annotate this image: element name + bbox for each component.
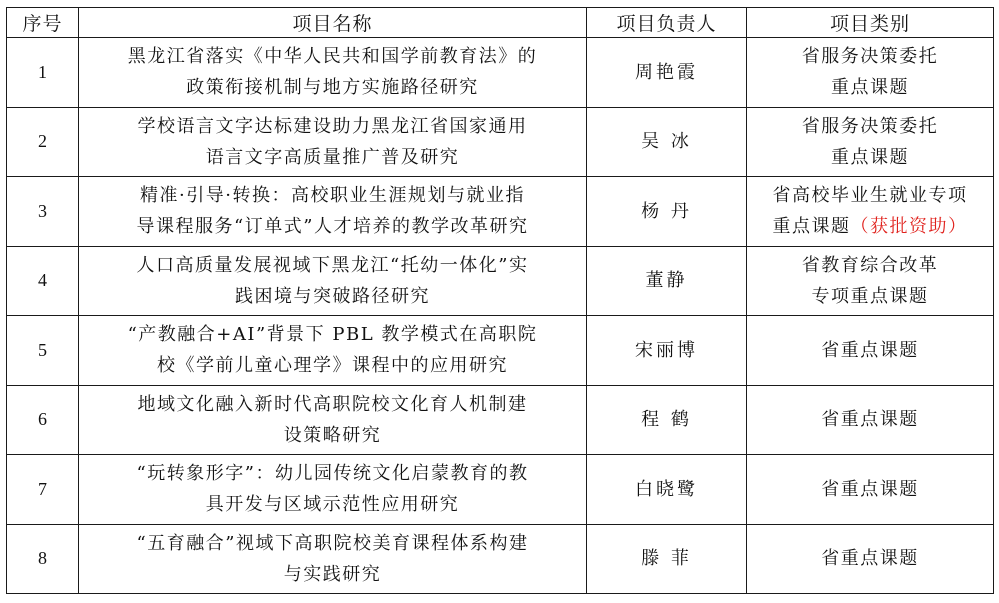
category-line: 重点课题 (831, 146, 909, 168)
row-number: 3 (7, 177, 79, 247)
project-name-line: 学校语言文字达标建设助力黑龙江省国家通用 (137, 115, 528, 137)
category-line: 省高校毕业生就业专项 (772, 185, 968, 207)
project-owner: 滕 菲 (587, 524, 747, 594)
row-number: 5 (7, 316, 79, 386)
project-name (79, 107, 587, 177)
header-category: 项目类别 (747, 8, 994, 38)
header-no: 序号 (7, 8, 79, 38)
category-line: 省重点课题 (821, 339, 919, 361)
project-name (79, 385, 587, 455)
row-number: 8 (7, 524, 79, 594)
table-row (7, 524, 994, 594)
project-owner: 白晓鹭 (587, 455, 747, 525)
project-name (79, 455, 587, 525)
header-row (7, 8, 994, 38)
project-name-line: 具开发与区域示范性应用研究 (205, 494, 460, 516)
header-name: 项目名称 (79, 8, 587, 38)
table-row (7, 316, 994, 386)
category-line: 省重点课题 (821, 478, 919, 500)
project-category (747, 107, 994, 177)
category-line (753, 211, 987, 242)
category-line: 重点课题 (831, 77, 909, 99)
project-name-line: 黑龙江省落实《中华人民共和国学前教育法》的 (127, 46, 538, 68)
table-header (7, 8, 994, 38)
category-line: 省重点课题 (821, 409, 919, 431)
project-name-line: 践困境与突破路径研究 (235, 285, 430, 307)
project-name (79, 177, 587, 247)
project-category (747, 38, 994, 108)
project-name-line: 设策略研究 (283, 424, 382, 446)
project-owner: 程 鹤 (587, 385, 747, 455)
project-name-line: 与实践研究 (283, 563, 382, 585)
project-name-line: 校《学前儿童心理学》课程中的应用研究 (157, 355, 508, 377)
table-row (7, 385, 994, 455)
row-number: 7 (7, 455, 79, 525)
project-category (747, 385, 994, 455)
table-row (7, 246, 994, 316)
table-row (7, 177, 994, 247)
project-owner: 宋丽博 (587, 316, 747, 386)
table-row (7, 38, 994, 108)
category-line: 省教育综合改革 (801, 254, 939, 276)
project-name (79, 38, 587, 108)
project-owner: 董静 (587, 246, 747, 316)
project-owner: 吴 冰 (587, 107, 747, 177)
row-number: 2 (7, 107, 79, 177)
project-category (747, 524, 994, 594)
project-name-line: “五育融合”视域下高职院校美育课程体系构建 (136, 532, 529, 554)
project-name (79, 524, 587, 594)
project-name (79, 246, 587, 316)
category-line: 省服务决策委托 (801, 46, 939, 68)
row-number: 4 (7, 246, 79, 316)
project-category (747, 316, 994, 386)
header-owner: 项目负责人 (587, 8, 747, 38)
project-category (747, 455, 994, 525)
funded-note: （获批资助） (850, 216, 968, 238)
table-row (7, 107, 994, 177)
project-name-line: “玩转象形字”：幼儿园传统文化启蒙教育的教 (136, 463, 529, 485)
project-name-line: 语言文字高质量推广普及研究 (205, 146, 460, 168)
project-name-line: 精准·引导·转换：高校职业生涯规划与就业指 (140, 185, 525, 207)
project-category (747, 246, 994, 316)
project-name (79, 316, 587, 386)
project-table (6, 7, 994, 594)
project-name-line: “产教融合+AI”背景下 PBL 教学模式在高职院 (127, 324, 538, 346)
project-name-line: 导课程服务“订单式”人才培养的教学改革研究 (136, 216, 529, 238)
category-line: 省服务决策委托 (801, 115, 939, 137)
project-name-line: 地域文化融入新时代高职院校文化育人机制建 (137, 393, 528, 415)
project-name-line: 政策衔接机制与地方实施路径研究 (186, 77, 479, 99)
row-number: 1 (7, 38, 79, 108)
project-name-line: 人口高质量发展视域下黑龙江“托幼一体化”实 (136, 254, 529, 276)
table-row (7, 455, 994, 525)
category-line: 省重点课题 (821, 548, 919, 570)
row-number: 6 (7, 385, 79, 455)
table-body (7, 38, 994, 594)
project-category (747, 177, 994, 247)
project-owner: 周艳霞 (587, 38, 747, 108)
category-line-text: 重点课题 (772, 216, 851, 238)
project-owner: 杨 丹 (587, 177, 747, 247)
category-line: 专项重点课题 (811, 285, 929, 307)
